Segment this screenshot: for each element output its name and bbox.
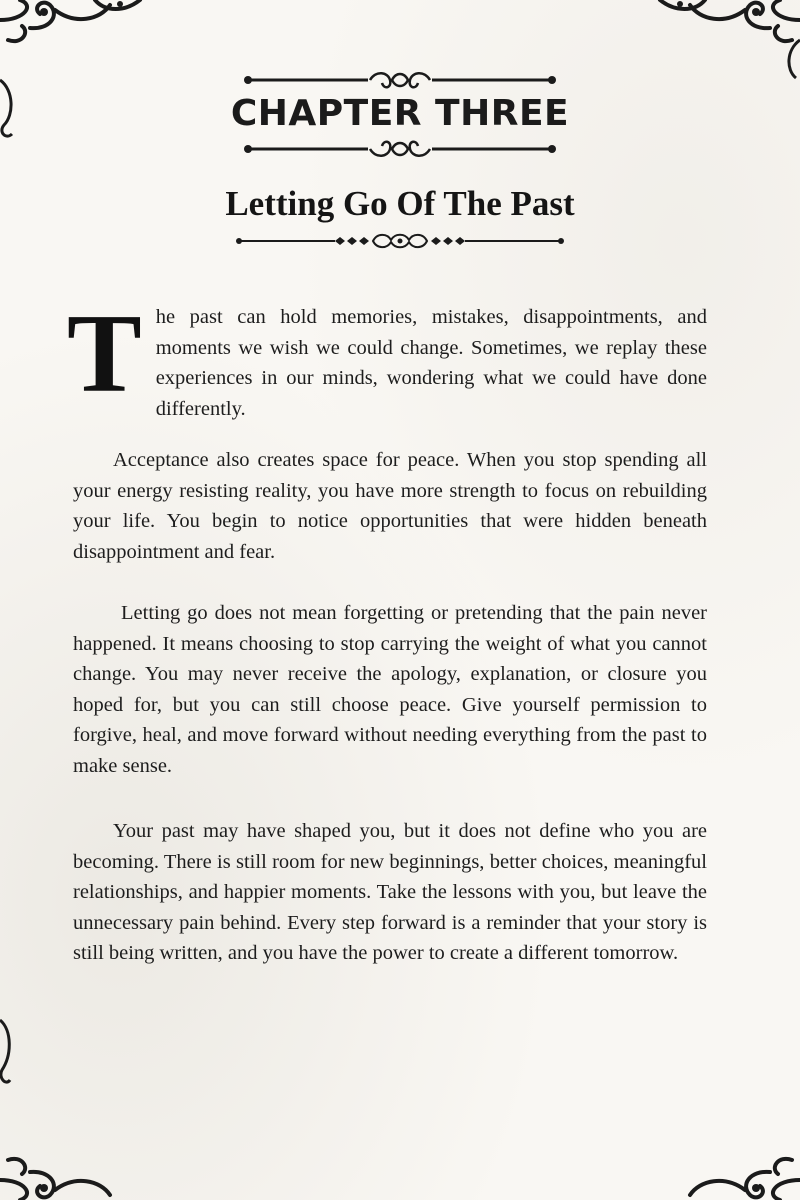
paragraph-1-text: he past can hold memories, mistakes, disappointments, and moments we wish we could change. Sometimes, we replay these experiences in our minds, wondering what we could have done differently.: [155, 306, 707, 420]
chapter-heading: CHAPTER THREE: [230, 93, 570, 134]
corner-flourish-icon: [650, 1130, 800, 1200]
drop-cap: T: [67, 292, 142, 416]
side-scroll-icon: [0, 1000, 20, 1120]
paragraph-1: [67, 292, 707, 424]
paragraph-4: Your past may have shaped you, but it does not define who you are becoming. There is still room for new beginnings, better choices, meaningful relationships, and happier moments. Take the lessons with you, but leave the unnecessary pain behind. Every step forward is a reminder that your story is still being written, and you have the power to create a different tomorrow.: [73, 820, 707, 964]
ornamental-divider-icon: [235, 232, 565, 250]
paragraph-3: Letting go does not mean forgetting or pretending that the pain never happened. It means choosing to stop carrying the weight of what you cannot change. You may never receive the apology, explanation, or closure you hoped for, but you can still choose peace. Give yourself permission to forgive, heal, and move forward without needing everything from the past to make sense.: [73, 602, 707, 777]
ornamental-divider-icon: [240, 68, 560, 92]
corner-flourish-icon: [0, 0, 150, 70]
corner-flourish-icon: [650, 0, 800, 70]
ornamental-divider-icon: [240, 137, 560, 161]
chapter-title: Letting Go Of The Past: [225, 184, 575, 223]
side-scroll-icon: [780, 30, 800, 150]
paragraph-2: Acceptance also creates space for peace. When you stop spending all your energy resisting reality, you have more strength to focus on rebuilding your life. You begin to notice opportunities that were hidden beneath disappointment and fear.: [73, 449, 707, 563]
corner-flourish-icon: [0, 1130, 150, 1200]
